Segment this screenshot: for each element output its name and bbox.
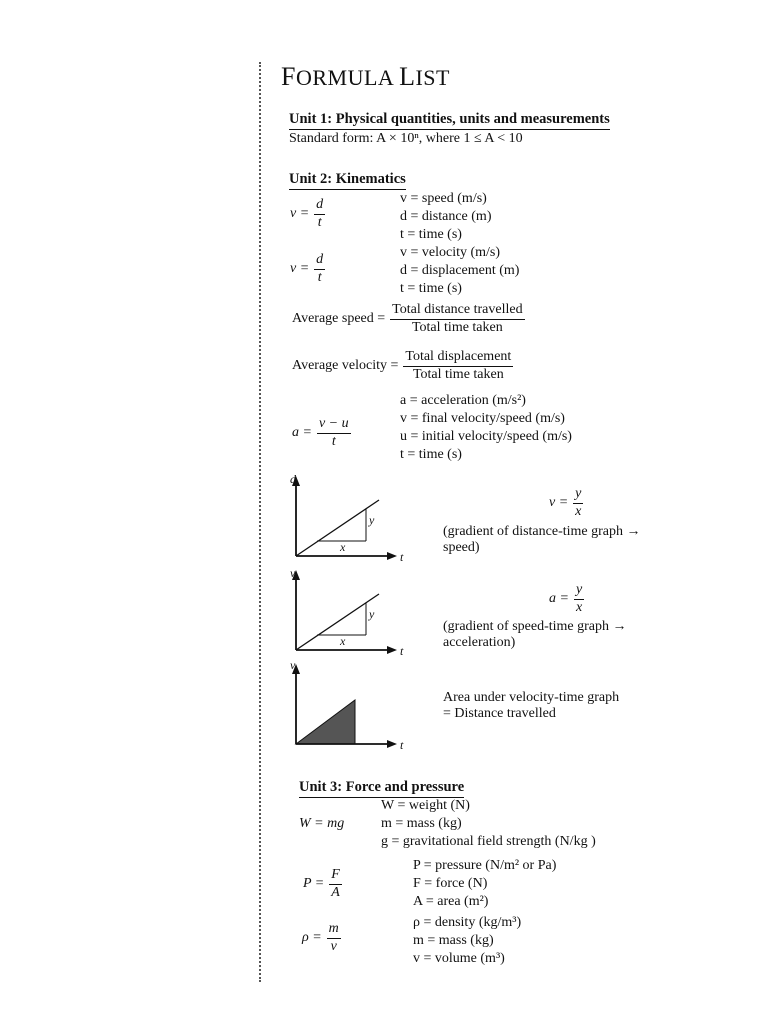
graph3-caption: Area under velocity-time graph = Distance travelled [443, 690, 620, 721]
standard-form-text: Standard form: A × 10ⁿ, where 1 ≤ A < 10 [289, 131, 523, 146]
dotted-margin-line [259, 62, 261, 982]
acceleration-formula: a = $\frac{v - u}{t}$ [292, 416, 349, 449]
graph1-y-label: d [290, 472, 296, 486]
x-axis-arrowhead [387, 552, 397, 560]
weight-formula: W = mg [299, 816, 345, 831]
pressure-definitions: P = pressure (N/m² or Pa) F = force (N) A = area (m²) [413, 858, 557, 909]
shaded-area [296, 700, 355, 744]
graph2-run-label: x [340, 634, 346, 648]
page-title: FORMULA LIST [281, 62, 450, 91]
weight-definitions: W = weight (N) m = mass (kg) g = gravitational field strength (N/kg ) [381, 798, 596, 849]
x-axis-arrowhead [387, 740, 397, 748]
x-axis-arrowhead [387, 646, 397, 654]
graph2-y-label: v [290, 566, 296, 580]
graph-line [296, 500, 379, 556]
graph2-rise-label: y [369, 607, 375, 621]
speed-definitions: v = speed (m/s) d = distance (m) t = time (s) [400, 191, 492, 242]
gradient-speed-formula: v = $\frac{y}{x}$ [549, 486, 582, 519]
gradient-acceleration-formula: a = $\frac{y}{x}$ [549, 582, 583, 615]
density-formula: ρ = $\frac{m}{v}$ [302, 921, 339, 954]
graph2-caption: (gradient of speed-time graph → acceleration) [443, 619, 627, 650]
speed-time-graph [287, 566, 417, 656]
graph3-x-label: t [400, 738, 404, 752]
graph1-x-label: t [400, 550, 404, 564]
acceleration-definitions: a = acceleration (m/s²) v = final velocity/speed (m/s) u = initial velocity/speed (m/s) t = time (s) [400, 393, 572, 462]
graph1-rise-label: y [369, 513, 375, 527]
graph3-y-label: v [290, 658, 296, 672]
velocity-formula: v = $\frac{d}{t}$ [290, 252, 324, 285]
density-definitions: ρ = density (kg/m³) m = mass (kg) v = volume (m³) [413, 915, 522, 966]
distance-time-graph [287, 472, 417, 562]
graph-line [296, 594, 379, 650]
graph2-x-label: t [400, 644, 404, 658]
velocity-time-area-graph [287, 660, 417, 750]
unit3-heading: Unit 3: Force and pressure [299, 779, 464, 798]
graph1-caption: (gradient of distance-time graph → speed) [443, 524, 641, 555]
average-velocity-formula: Average velocity = $\frac{\text{Total displacement}}{\text{Total time taken}}$ [292, 349, 512, 382]
pressure-formula: P = $\frac{F}{A}$ [303, 867, 340, 900]
unit1-heading: Unit 1: Physical quantities, units and measurements [289, 111, 610, 130]
average-speed-formula: Average speed = $\frac{\text{Total distance travelled}}{\text{Total time taken}}$ [292, 302, 523, 335]
speed-formula: v = $\frac{d}{t}$ [290, 197, 324, 230]
graph1-run-label: x [340, 540, 346, 554]
velocity-definitions: v = velocity (m/s) d = displacement (m) t = time (s) [400, 245, 520, 296]
unit2-heading: Unit 2: Kinematics [289, 171, 406, 190]
